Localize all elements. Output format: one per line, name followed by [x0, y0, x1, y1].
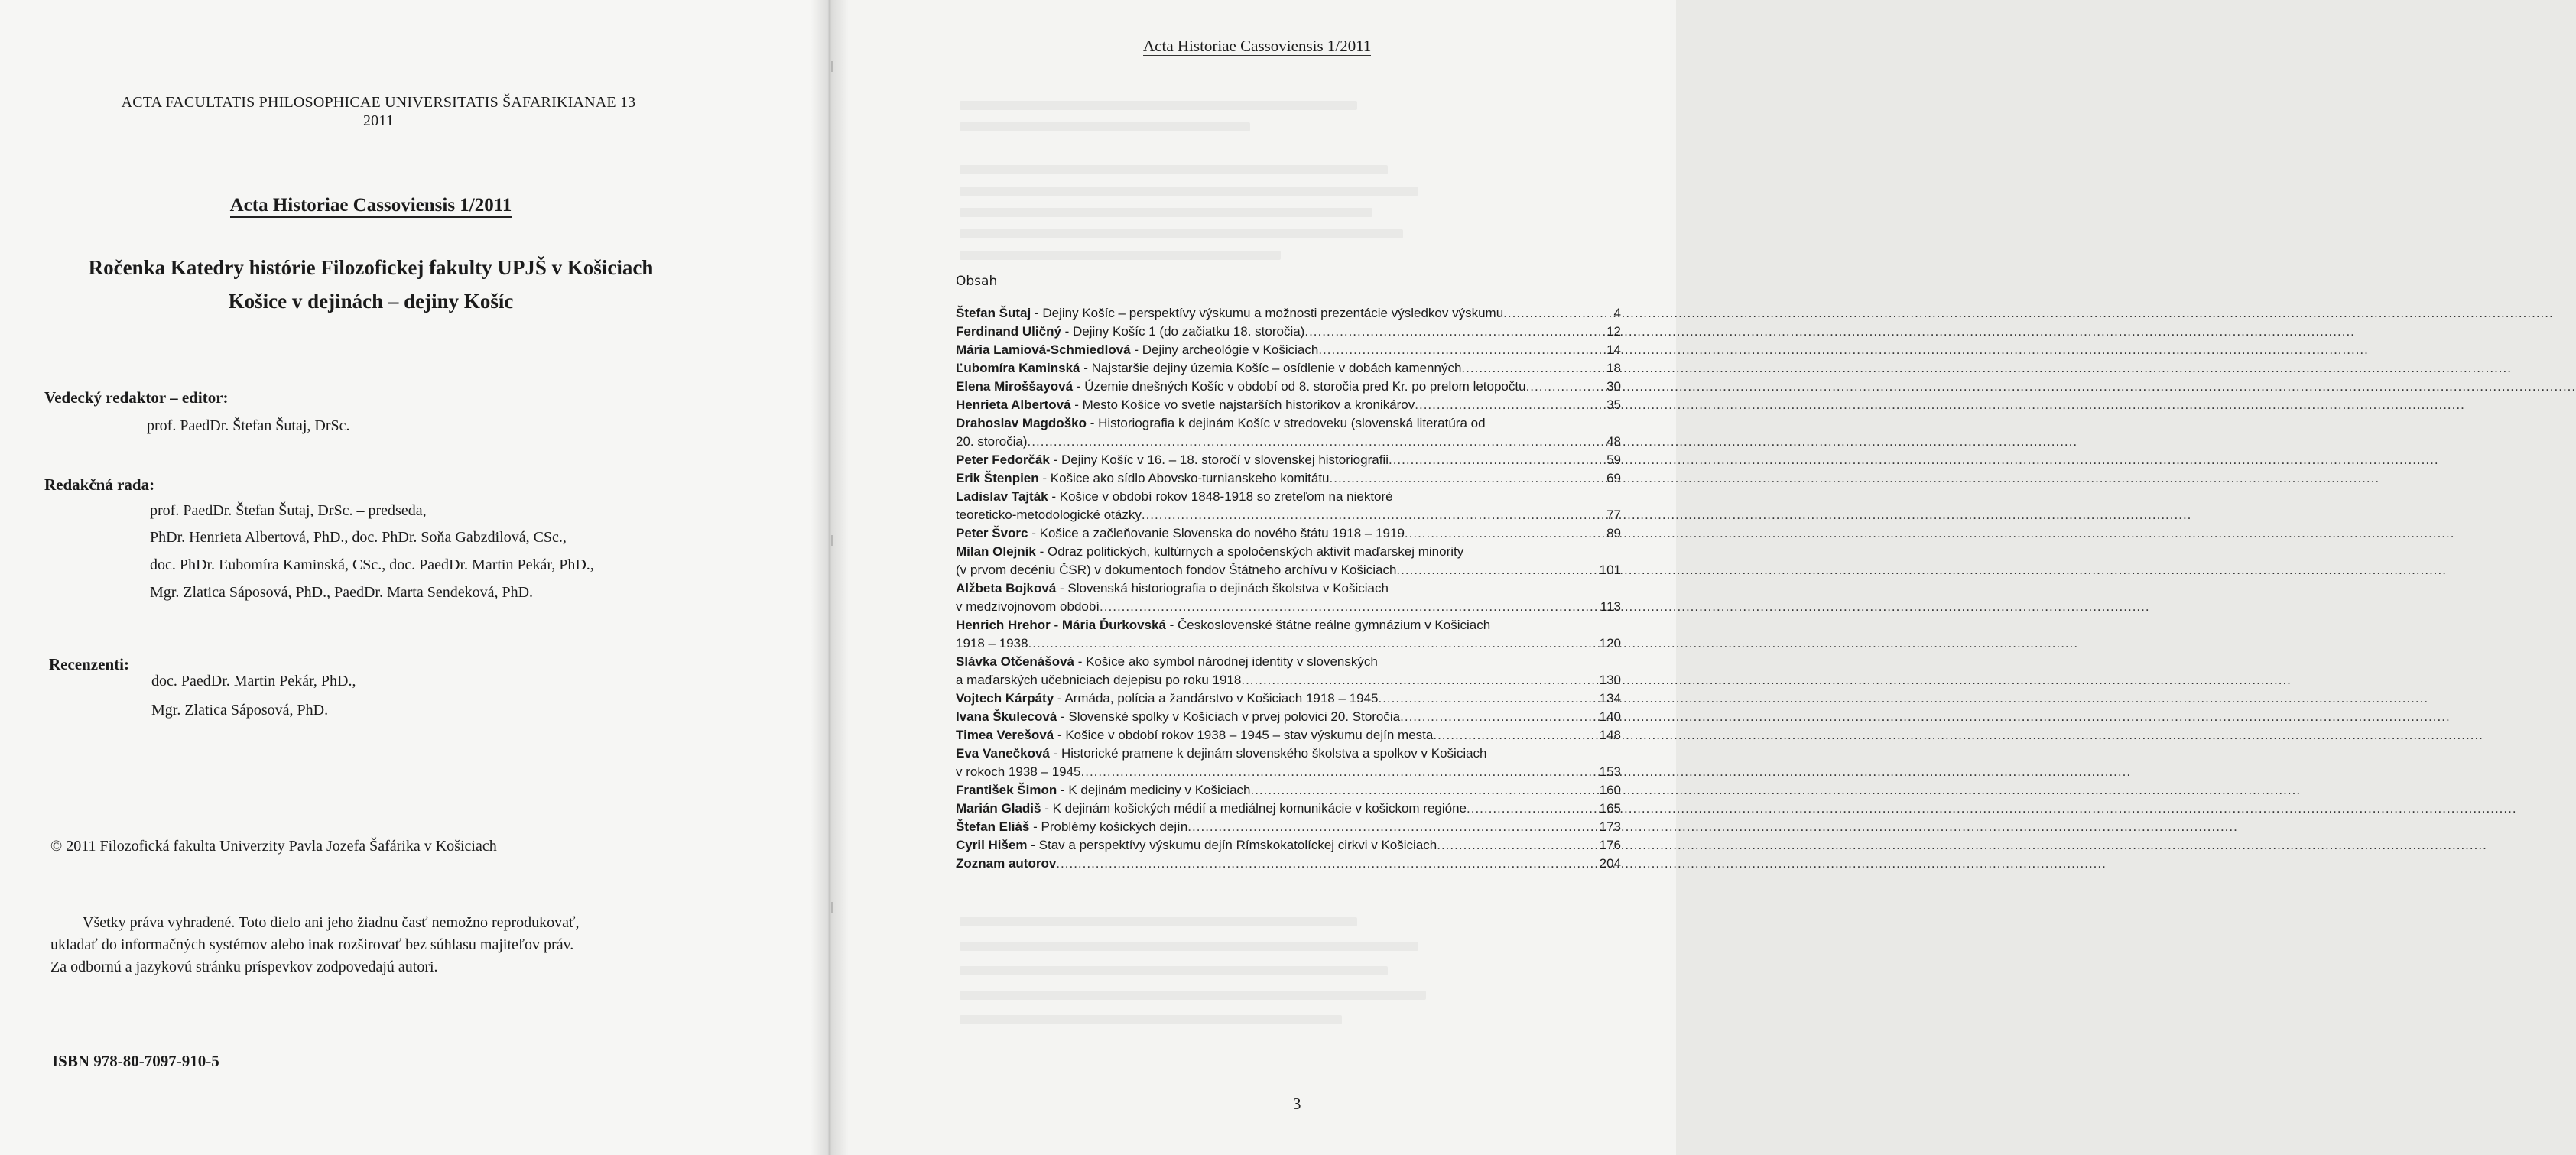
toc-author: Mária Lamiová-Schmiedlová [956, 342, 1131, 357]
rights-line: ukladať do informačných systémov alebo inak rozširovať bez súhlasu majiteľov práv. [50, 936, 574, 953]
toc-leader-dots [1028, 433, 1606, 451]
toc-leader-dots [1433, 726, 1597, 745]
toc-page-number: 35 [1606, 397, 1621, 412]
toc-author: Henrich Hrehor - Mária Ďurkovská [956, 618, 1166, 632]
toc-leader-dots [1503, 304, 1612, 323]
toc-page-number: 12 [1606, 324, 1621, 339]
board-line: PhDr. Henrieta Albertová, PhD., doc. PhDr. Soňa Gabzdilová, CSc., [150, 529, 567, 546]
table-of-contents [956, 304, 1621, 873]
toc-entry: Vojtech Kárpáty - Armáda, polícia a žandárstvo v Košiciach 1918 – 1945 ..... 134 [956, 689, 1621, 708]
toc-leader-dots [1415, 396, 1605, 414]
toc-entry: Timea Verešová - Košice v období rokov 1938 – 1945 – stav výskumu dejín mesta ..... 148 [956, 726, 1621, 745]
rights-line: Za odbornú a jazykovú stránku príspevkov zodpovedajú autori. [50, 959, 438, 975]
toc-page-number: 140 [1599, 709, 1621, 724]
toc-title-continued: teoreticko-metodologické otázky [956, 508, 1142, 522]
toc-page-number: 18 [1606, 361, 1621, 375]
reviewer-name: doc. PaedDr. Martin Pekár, PhD., [151, 673, 356, 689]
toc-entry: Ľubomíra Kaminská - Najstaršie dejiny územia Košíc – osídlenie v dobách kamenných ..... 18 [956, 359, 1621, 378]
toc-author: Milan Olejník [956, 544, 1036, 559]
reviewer-name: Mgr. Zlatica Sáposová, PhD. [151, 702, 329, 719]
toc-title: Dejiny Košíc 1 (do začiatku 18. storočia) [1073, 324, 1305, 339]
toc-entry: Elena Miroššayová - Územie dnešných Košíc v období od 8. storočia pred Kr. po prelom letopočtu ..... 30 [956, 378, 1621, 396]
page-number: 3 [1293, 1095, 1301, 1113]
toc-title: Územie dnešných Košíc v období od 8. storočia pred Kr. po prelom letopočtu [1084, 379, 1526, 394]
toc-title: Košice ako symbol národnej identity v slovenských [1086, 654, 1378, 669]
toc-page-number: 30 [1606, 379, 1621, 394]
toc-title: Košice a začleňovanie Slovenska do nového štátu 1918 – 1919 [1039, 526, 1405, 540]
series-line-1: ACTA FACULTATIS PHILOSOPHICAE UNIVERSITATIS ŠAFARIKIANAE 13 [121, 94, 636, 111]
binding-mark [831, 61, 833, 72]
toc-heading: Obsah [956, 274, 998, 289]
toc-entry: Alžbeta Bojková - Slovenská historiografia o dejinách školstva v Košiciach v medzivojnovom období ..... 113 [956, 579, 1621, 616]
toc-page-number: 101 [1599, 563, 1621, 577]
toc-page-number: 153 [1599, 764, 1621, 779]
toc-page-number: 173 [1599, 819, 1621, 834]
toc-title: Armáda, polícia a žandárstvo v Košiciach 1918 – 1945 [1064, 691, 1379, 706]
toc-title: Historiografia k dejinám Košíc v stredoveku (slovenská literatúra od [1098, 416, 1486, 430]
toc-entry: Štefan Eliáš - Problémy košických dejín ..... 173 [956, 818, 1621, 836]
toc-leader-dots [1405, 524, 1605, 543]
toc-leader-dots [1526, 378, 1606, 396]
toc-page-number: 14 [1606, 342, 1621, 357]
toc-title: K dejinám mediciny v Košiciach [1068, 783, 1251, 797]
toc-title: Najstaršie dejiny územia Košíc – osídlenie v dobách kamenných [1091, 361, 1462, 375]
copyright-notice: © 2011 Filozofická fakulta Univerzity Pavla Jozefa Šafárika v Košiciach [50, 838, 497, 855]
title-line-1: Ročenka Katedry histórie Filozofickej fakulty UPJŠ v Košiciach [88, 256, 654, 279]
toc-title: K dejinám košických médií a mediálnej komunikácie v košickom regióne [1052, 801, 1467, 816]
show-through [960, 101, 1357, 110]
toc-title-continued: 20. storočia) [956, 434, 1028, 449]
show-through [960, 942, 1418, 951]
toc-leader-dots [1461, 359, 1605, 378]
toc-page-number: 148 [1599, 728, 1621, 742]
toc-entry [956, 855, 1621, 873]
toc-title: Košice ako sídlo Abovsko-turnianskeho komitátu [1050, 471, 1330, 485]
toc-leader-dots [1378, 689, 1597, 708]
toc-entry: Peter Fedorčák - Dejiny Košíc v 16. – 18. storočí v slovenskej historiografii ..... 59 [956, 451, 1621, 469]
toc-entry: Ladislav Tajták - Košice v období rokov 1848-1918 so zreteľom na niektoré teoreticko-metodologické otázky ..... 77 [956, 488, 1621, 524]
series-year: 2011 [362, 112, 395, 129]
editor-label: Vedecký redaktor – editor: [44, 388, 229, 407]
toc-leader-dots [1389, 451, 1605, 469]
toc-page-number: 113 [1600, 599, 1621, 614]
toc-author: Drahoslav Magdoško [956, 416, 1087, 430]
toc-title-continued: 1918 – 1938 [956, 636, 1028, 650]
toc-author: Ladislav Tajták [956, 489, 1048, 504]
toc-entry: Henrich Hrehor - Mária Ďurkovská - Československé štátne reálne gymnázium v Košiciach 1918 – 1938 ..... 120 [956, 616, 1621, 653]
toc-page-number: 204 [1599, 856, 1621, 871]
toc-title: Dejiny archeológie v Košiciach [1142, 342, 1319, 357]
toc-title: Odraz politických, kultúrnych a spoločenských aktivít maďarskej minority [1047, 544, 1464, 559]
toc-title: Československé štátne reálne gymnázium v Košiciach [1178, 618, 1491, 632]
editor-name: prof. PaedDr. Štefan Šutaj, DrSc. [147, 417, 350, 434]
isbn: ISBN 978-80-7097-910-5 [52, 1052, 219, 1070]
toc-author: Ferdinand Uličný [956, 324, 1061, 339]
binding-mark [831, 902, 833, 913]
toc-author: Peter Fedorčák [956, 453, 1050, 467]
toc-author: Zoznam autorov [956, 856, 1057, 871]
show-through [960, 122, 1250, 131]
toc-author: Cyril Hišem [956, 838, 1028, 852]
toc-title: Slovenské spolky v Košiciach v prvej polovici 20. Storočia [1068, 709, 1401, 724]
toc-page-number: 4 [1613, 306, 1621, 320]
toc-leader-dots [1304, 323, 1605, 341]
toc-title: Košice v období rokov 1848-1918 so zreteľom na niektoré [1059, 489, 1393, 504]
show-through [960, 165, 1388, 174]
main-title [0, 251, 742, 318]
toc-page-number: 89 [1606, 526, 1621, 540]
left-page [0, 0, 830, 1155]
toc-author: Ivana Škulecová [956, 709, 1057, 724]
toc-entry: Eva Vanečková - Historické pramene k dejinám slovenského školstva a spolkov v Košiciach v rokoch 1938 – 1945 ..... 153 [956, 745, 1621, 781]
toc-author: Eva Vanečková [956, 746, 1050, 761]
toc-entry: Peter Švorc - Košice a začleňovanie Slovenska do nového štátu 1918 – 1919 ..... 89 [956, 524, 1621, 543]
show-through [960, 229, 1403, 238]
toc-author: Slávka Otčenášová [956, 654, 1074, 669]
toc-title: Historické pramene k dejinám slovenského školstva a spolkov v Košiciach [1061, 746, 1487, 761]
toc-entry: Milan Olejník - Odraz politických, kultúrnych a spoločenských aktivít maďarskej minority (v prvom decéniu ČSR) v dokumentoch fondov Štátneho archívu v Košiciach ..... 101 [956, 543, 1621, 579]
toc-author: Vojtech Kárpáty [956, 691, 1054, 706]
toc-leader-dots [1241, 671, 1597, 689]
toc-title: Slovenská historiografia o dejinách školstva v Košiciach [1067, 581, 1389, 595]
show-through [960, 1015, 1342, 1024]
toc-entry: Cyril Hišem - Stav a perspektívy výskumu dejín Rímskokatolíckej cirkvi v Košiciach ..... 176 [956, 836, 1621, 855]
toc-leader-dots [1142, 506, 1605, 524]
show-through [960, 917, 1357, 926]
toc-leader-dots [1330, 469, 1606, 488]
board-line: doc. PhDr. Ľubomíra Kaminská, CSc., doc. PaedDr. Martin Pekár, PhD., [150, 556, 594, 573]
toc-leader-dots [1437, 836, 1597, 855]
toc-author: Henrieta Albertová [956, 397, 1071, 412]
toc-title: Košice v období rokov 1938 – 1945 – stav výskumu dejín mesta [1065, 728, 1434, 742]
binding-mark [831, 535, 833, 546]
toc-title: Stav a perspektívy výskumu dejín Rímskokatolíckej cirkvi v Košiciach [1038, 838, 1437, 852]
toc-entry: Štefan Šutaj - Dejiny Košíc – perspektívy výskumu a možnosti prezentácie výsledkov výskumu ..... 4 [956, 304, 1621, 323]
toc-title-continued: a maďarských učebniciach dejepisu po roku 1918 [956, 673, 1242, 687]
toc-leader-dots [1400, 708, 1598, 726]
toc-leader-dots [1187, 818, 1597, 836]
board-label: Redakčná rada: [44, 475, 155, 494]
toc-title: Mesto Košice vo svetle najstarších historikov a kronikárov [1082, 397, 1415, 412]
reviewers-label: Recenzenti: [49, 655, 129, 673]
toc-page-number: 120 [1599, 636, 1621, 650]
toc-entry: Slávka Otčenášová - Košice ako symbol národnej identity v slovenských a maďarských učebniciach dejepisu po roku 1918 ..... 130 [956, 653, 1621, 689]
board-line: Mgr. Zlatica Sáposová, PhD., PaedDr. Marta Sendeková, PhD. [150, 584, 534, 601]
running-head: Acta Historiae Cassoviensis 1/2011 [1143, 37, 1372, 55]
toc-author: Alžbeta Bojková [956, 581, 1057, 595]
toc-title: Problémy košických dejín [1041, 819, 1188, 834]
toc-page-number: 160 [1599, 783, 1621, 797]
toc-entry: Ferdinand Uličný - Dejiny Košíc 1 (do začiatku 18. storočia) ..... 12 [956, 323, 1621, 341]
toc-author: František Šimon [956, 783, 1057, 797]
toc-leader-dots [1250, 781, 1597, 800]
title-line-2: Košice v dejinách – dejiny Košíc [228, 290, 514, 313]
issue-title: Acta Historiae Cassoviensis 1/2011 [0, 195, 742, 216]
toc-page-number: 59 [1606, 453, 1621, 467]
series-header [69, 93, 688, 130]
toc-author: Marián Gladiš [956, 801, 1041, 816]
toc-page-number: 69 [1606, 471, 1621, 485]
toc-title-continued: v rokoch 1938 – 1945 [956, 764, 1081, 779]
rights-line: Všetky práva vyhradené. Toto dielo ani jeho žiadnu časť nemožno reprodukovať, [83, 914, 580, 931]
toc-leader-dots [1100, 598, 1599, 616]
toc-entry: Marián Gladiš - K dejinám košických médií a mediálnej komunikácie v košickom regióne ..... 165 [956, 800, 1621, 818]
toc-leader-dots [1467, 800, 1598, 818]
toc-leader-dots [1081, 763, 1598, 781]
toc-leader-dots [1318, 341, 1605, 359]
toc-page-number: 77 [1606, 508, 1621, 522]
toc-author: Elena Miroššayová [956, 379, 1074, 394]
toc-title: Dejiny Košíc – perspektívy výskumu a možnosti prezentácie výsledkov výskumu [1042, 306, 1504, 320]
toc-entry: Henrieta Albertová - Mesto Košice vo svetle najstarších historikov a kronikárov ..... 35 [956, 396, 1621, 414]
toc-entry: Ivana Škulecová - Slovenské spolky v Košiciach v prvej polovici 20. Storočia ..... 140 [956, 708, 1621, 726]
toc-author: Erik Štenpien [956, 471, 1039, 485]
toc-leader-dots [1028, 634, 1598, 653]
toc-page-number: 134 [1599, 691, 1621, 706]
toc-page-number: 130 [1599, 673, 1621, 687]
rights-paragraph [50, 912, 677, 978]
toc-leader-dots [1056, 855, 1597, 873]
toc-page-number: 48 [1606, 434, 1621, 449]
show-through [960, 187, 1418, 196]
toc-title-continued: v medzivojnovom období [956, 599, 1100, 614]
toc-entry: Mária Lamiová-Schmiedlová - Dejiny archeológie v Košiciach ..... 14 [956, 341, 1621, 359]
toc-page-number: 165 [1599, 801, 1621, 816]
toc-entry: Erik Štenpien - Košice ako sídlo Abovsko-turnianskeho komitátu ..... 69 [956, 469, 1621, 488]
show-through [960, 208, 1372, 217]
book-gutter [810, 0, 849, 1155]
show-through [960, 991, 1426, 1000]
toc-author: Štefan Šutaj [956, 306, 1031, 320]
toc-author: Ľubomíra Kaminská [956, 361, 1080, 375]
toc-author: Peter Švorc [956, 526, 1028, 540]
board-line: prof. PaedDr. Štefan Šutaj, DrSc. – predseda, [150, 502, 427, 519]
toc-author: Timea Verešová [956, 728, 1054, 742]
show-through [960, 251, 1281, 260]
toc-page-number: 176 [1599, 838, 1621, 852]
toc-title: Dejiny Košíc v 16. – 18. storočí v slovenskej historiografii [1061, 453, 1389, 467]
toc-entry: František Šimon - K dejinám mediciny v Košiciach ..... 160 [956, 781, 1621, 800]
toc-leader-dots [1396, 561, 1597, 579]
toc-author: Štefan Eliáš [956, 819, 1030, 834]
right-page [830, 0, 1676, 1155]
toc-title-continued: (v prvom decéniu ČSR) v dokumentoch fondov Štátneho archívu v Košiciach [956, 563, 1397, 577]
toc-entry: Drahoslav Magdoško - Historiografia k dejinám Košíc v stredoveku (slovenská literatúra od 20. storočia) ..... 48 [956, 414, 1621, 451]
show-through [960, 966, 1388, 975]
